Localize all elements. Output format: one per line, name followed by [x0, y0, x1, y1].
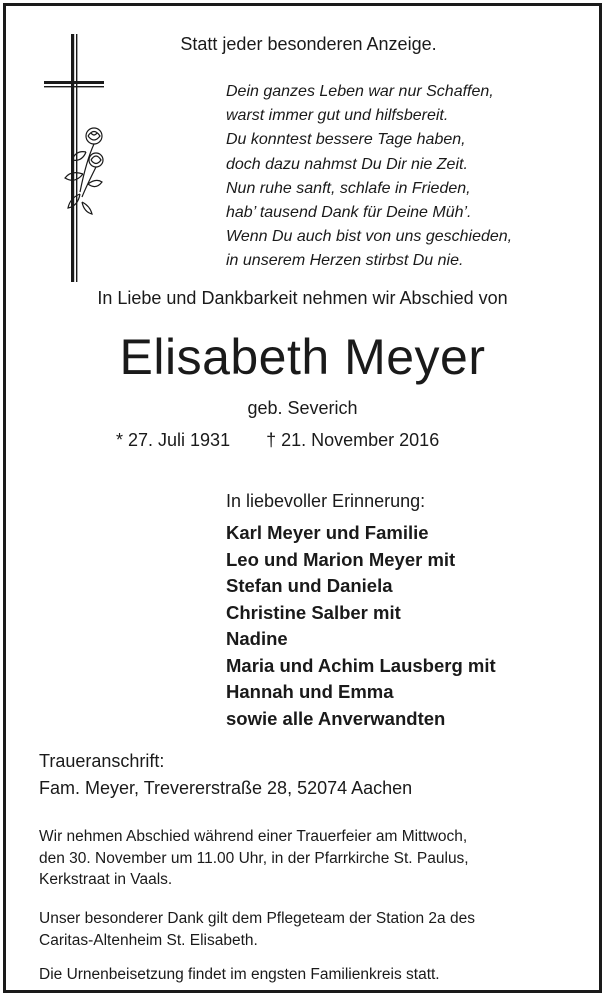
address-label: Traueranschrift:: [39, 751, 165, 771]
poem-line: Wenn Du auch bist von uns geschieden,: [226, 228, 513, 246]
poem-line: warst immer gut und hilfsbereit.: [226, 107, 449, 125]
paragraph-line: Die Urnenbeisetzung findet im engsten Familienkreis statt.: [39, 966, 440, 983]
memory-label: In liebevoller Erinnerung:: [226, 491, 426, 511]
obituary-notice: [3, 3, 602, 993]
mourner-line: Hannah und Emma: [226, 681, 394, 702]
paragraph-line: Kerkstraat in Vaals.: [39, 871, 173, 888]
cross-with-roses-icon: [36, 32, 108, 284]
birth-name: geb. Severich: [247, 398, 358, 418]
mourner-line: Maria und Achim Lausberg mit: [226, 654, 496, 676]
paragraph-line: Wir nehmen Abschied während einer Trauerfeier am Mittwoch,: [39, 828, 468, 845]
intro-line: In Liebe und Dankbarkeit nehmen wir Abschied von: [97, 288, 508, 308]
mourner-line: sowie alle Anverwandten: [226, 707, 446, 729]
poem-line: Nun ruhe sanft, schlafe in Frieden,: [226, 179, 471, 197]
mourning-address: Fam. Meyer, Trevererstraße 28, 52074 Aachen: [39, 778, 413, 798]
deceased-name: Elisabeth Meyer: [119, 329, 486, 385]
mourners-list: [226, 520, 496, 732]
mourner-line: Stefan und Daniela: [226, 575, 393, 596]
paragraph-line: Unser besonderer Dank gilt dem Pflegeteam der Station 2a des: [39, 910, 475, 927]
death-date: † 21. November 2016: [266, 430, 440, 450]
life-dates: [116, 430, 439, 451]
paragraph-line: Caritas-Altenheim St. Elisabeth.: [39, 931, 258, 949]
mourner-line: Leo und Marion Meyer mit: [226, 548, 456, 570]
mourner-line: Christine Salber mit: [226, 601, 401, 623]
burial-paragraph: [39, 964, 440, 986]
poem-line: Dein ganzes Leben war nur Schaffen,: [226, 83, 494, 100]
paragraph-line: den 30. November um 11.00 Uhr, in der Pfarrkirche St. Paulus,: [39, 849, 469, 867]
poem-line: doch dazu nahmst Du Dir nie Zeit.: [226, 155, 468, 173]
ceremony-paragraph: [39, 826, 469, 891]
poem: [226, 80, 512, 274]
poem-line: hab’ tausend Dank für Deine Müh’.: [226, 204, 472, 222]
poem-line: Du konntest bessere Tage haben,: [226, 131, 466, 149]
thanks-paragraph: [39, 908, 475, 951]
poem-line: in unserem Herzen stirbst Du nie.: [226, 252, 464, 270]
birth-date: * 27. Juli 1931: [116, 430, 231, 450]
notice-header-text: Statt jeder besonderen Anzeige.: [180, 34, 437, 54]
mourner-line: Nadine: [226, 628, 288, 649]
mourner-line: Karl Meyer und Familie: [226, 522, 429, 543]
